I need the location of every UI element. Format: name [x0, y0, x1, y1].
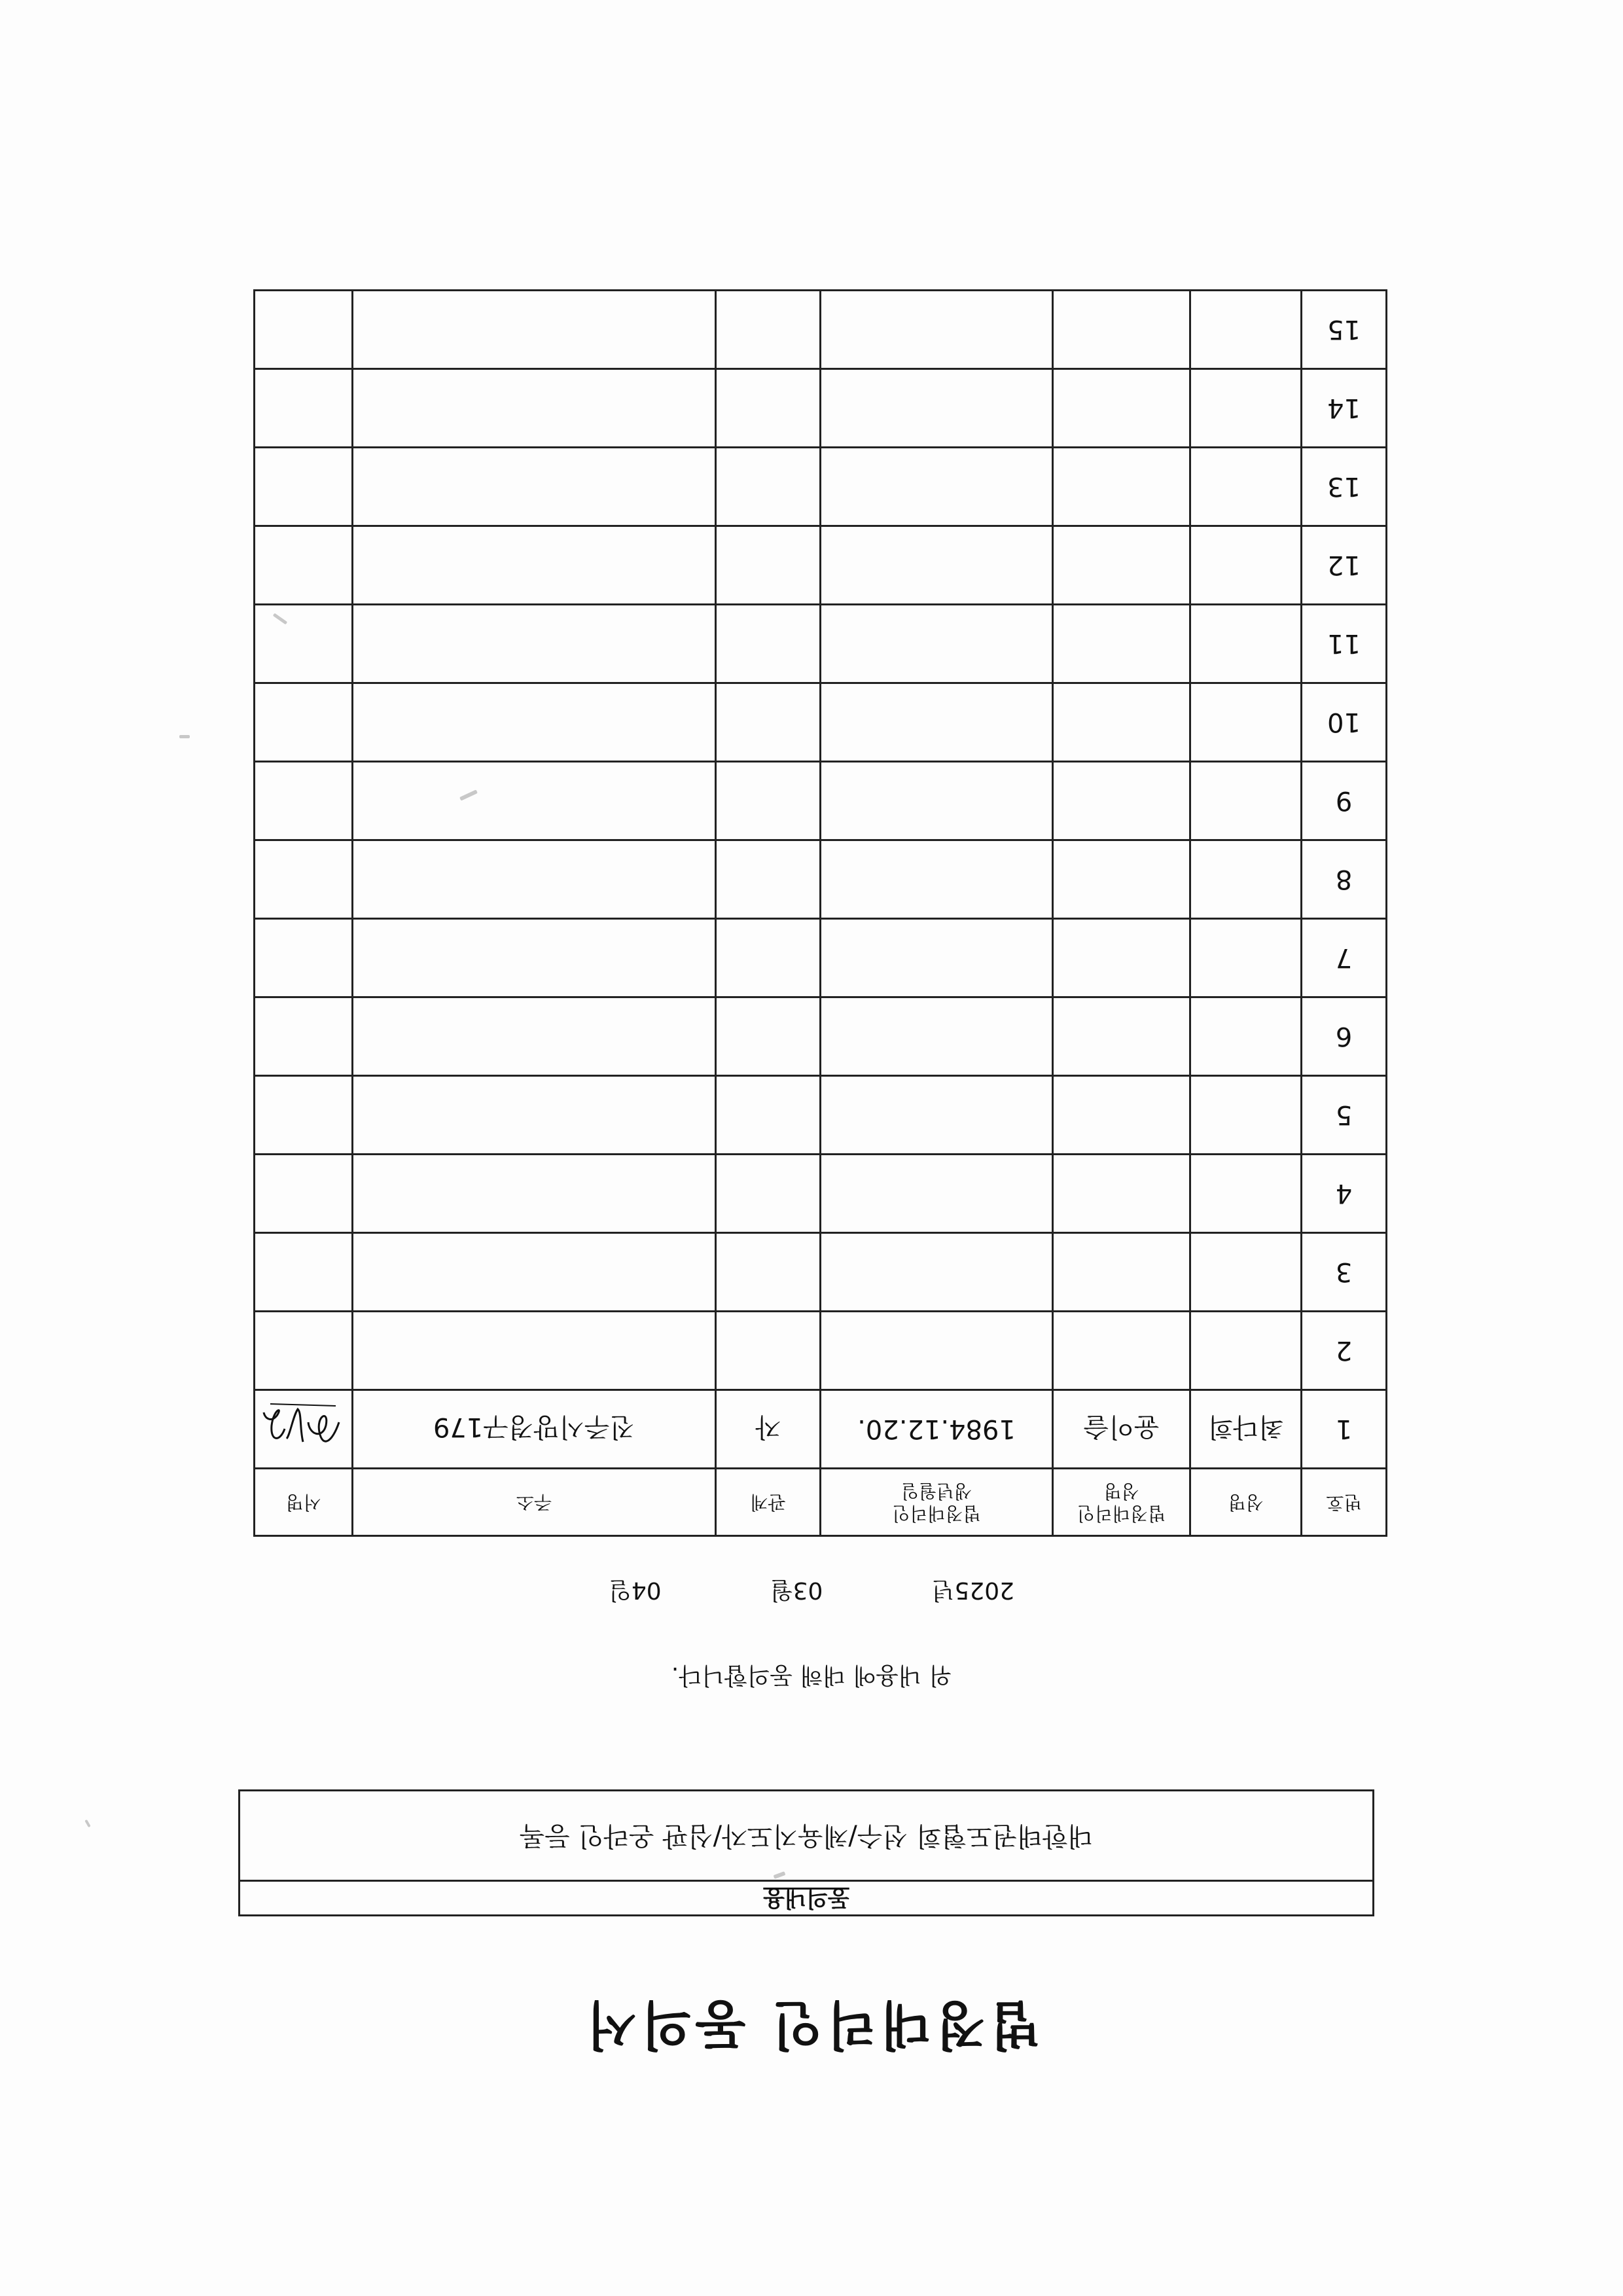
cell-relation — [716, 1312, 821, 1390]
cell-address — [353, 291, 716, 369]
table-row — [255, 762, 1387, 840]
cell-guardian-name — [1053, 683, 1190, 762]
cell-name — [1190, 840, 1302, 919]
table-row — [255, 369, 1387, 448]
cell-guardian-birth — [821, 997, 1053, 1076]
cell-name — [1190, 526, 1302, 605]
cell-no: 6 — [1302, 997, 1387, 1076]
cell-guardian-birth — [821, 1233, 1053, 1312]
cell-name — [1190, 1155, 1302, 1233]
cell-guardian-name — [1053, 1233, 1190, 1312]
table-row — [255, 1076, 1387, 1155]
consent-header-cell — [240, 1880, 1372, 1914]
cell-address — [353, 762, 716, 840]
cell-no: 14 — [1302, 369, 1387, 448]
cell-address: 진주시망경구179 — [353, 1390, 716, 1469]
scan-speck — [84, 1820, 90, 1827]
cell-guardian-name — [1053, 840, 1190, 919]
header-relation: 관계 — [716, 1469, 821, 1536]
cell-relation: 자 — [716, 1390, 821, 1469]
cell-guardian-birth — [821, 762, 1053, 840]
cell-signature — [255, 683, 353, 762]
cell-signature — [255, 605, 353, 683]
table-row — [255, 291, 1387, 369]
table-row — [255, 919, 1387, 997]
table-body — [255, 291, 1387, 1469]
cell-no: 13 — [1302, 448, 1387, 526]
header-signature: 서명 — [255, 1469, 353, 1536]
table-row — [255, 840, 1387, 919]
cell-signature — [255, 1312, 353, 1390]
cell-relation — [716, 448, 821, 526]
cell-guardian-name — [1053, 605, 1190, 683]
cell-address — [353, 1155, 716, 1233]
cell-signature — [255, 1155, 353, 1233]
cell-relation — [716, 1233, 821, 1312]
cell-no: 1 — [1302, 1390, 1387, 1469]
consent-header: 동의내용 — [763, 1885, 849, 1911]
table-header-row — [255, 1469, 1387, 1536]
cell-guardian-birth — [821, 840, 1053, 919]
header-guardian-birth: 법정대리인 생년월일 — [821, 1469, 1053, 1536]
cell-guardian-birth — [821, 1312, 1053, 1390]
cell-guardian-birth — [821, 369, 1053, 448]
handwritten-signature — [258, 1397, 349, 1462]
cell-signature — [255, 1390, 353, 1469]
cell-relation — [716, 1155, 821, 1233]
cell-signature — [255, 762, 353, 840]
cell-guardian-name — [1053, 997, 1190, 1076]
cell-name — [1190, 762, 1302, 840]
cell-signature — [255, 997, 353, 1076]
cell-address — [353, 1312, 716, 1390]
cell-guardian-birth — [821, 526, 1053, 605]
cell-relation — [716, 526, 821, 605]
cell-relation — [716, 291, 821, 369]
cell-relation — [716, 762, 821, 840]
header-guardian-name: 법정대리인 성명 — [1053, 1469, 1190, 1536]
cell-no: 12 — [1302, 526, 1387, 605]
cell-relation — [716, 997, 821, 1076]
header-name: 성명 — [1190, 1469, 1302, 1536]
cell-name — [1190, 1076, 1302, 1155]
header-address: 주소 — [353, 1469, 716, 1536]
header-no: 번호 — [1302, 1469, 1387, 1536]
cell-address — [353, 448, 716, 526]
cell-guardian-birth — [821, 683, 1053, 762]
date-row — [609, 1575, 1014, 1609]
cell-address — [353, 840, 716, 919]
cell-no: 8 — [1302, 840, 1387, 919]
table-row — [255, 605, 1387, 683]
cell-no: 5 — [1302, 1076, 1387, 1155]
cell-guardian-birth — [821, 1155, 1053, 1233]
cell-no: 11 — [1302, 605, 1387, 683]
guardian-table — [253, 289, 1387, 1537]
cell-signature — [255, 840, 353, 919]
table-row — [255, 997, 1387, 1076]
cell-signature — [255, 448, 353, 526]
cell-guardian-name — [1053, 762, 1190, 840]
cell-address — [353, 605, 716, 683]
cell-guardian-birth: 1984.12.20. — [821, 1390, 1053, 1469]
cell-no: 7 — [1302, 919, 1387, 997]
cell-no: 9 — [1302, 762, 1387, 840]
cell-no: 4 — [1302, 1155, 1387, 1233]
cell-name — [1190, 683, 1302, 762]
cell-no: 10 — [1302, 683, 1387, 762]
cell-guardian-birth — [821, 291, 1053, 369]
table-row — [255, 448, 1387, 526]
cell-address — [353, 683, 716, 762]
cell-name — [1190, 997, 1302, 1076]
cell-guardian-birth — [821, 1076, 1053, 1155]
cell-name — [1190, 291, 1302, 369]
cell-guardian-birth — [821, 919, 1053, 997]
cell-relation — [716, 919, 821, 997]
cell-signature — [255, 1076, 353, 1155]
cell-relation — [716, 840, 821, 919]
cell-signature — [255, 919, 353, 997]
cell-guardian-birth — [821, 605, 1053, 683]
document-title: 법정대리인 동의서 — [582, 1994, 1041, 2055]
cell-no: 15 — [1302, 291, 1387, 369]
cell-no: 2 — [1302, 1312, 1387, 1390]
cell-signature — [255, 526, 353, 605]
cell-guardian-birth — [821, 448, 1053, 526]
cell-guardian-name — [1053, 291, 1190, 369]
cell-address — [353, 369, 716, 448]
table-row — [255, 1233, 1387, 1312]
table-row — [255, 526, 1387, 605]
consent-content-box — [238, 1789, 1374, 1916]
cell-address — [353, 1076, 716, 1155]
cell-relation — [716, 683, 821, 762]
cell-address — [353, 919, 716, 997]
cell-guardian-name: 윤이슬 — [1053, 1390, 1190, 1469]
cell-name — [1190, 1312, 1302, 1390]
cell-address — [353, 1233, 716, 1312]
cell-name — [1190, 1233, 1302, 1312]
cell-relation — [716, 1076, 821, 1155]
cell-guardian-name — [1053, 448, 1190, 526]
date-day: 04일 — [609, 1577, 662, 1604]
consent-body: 대한태권도협회 선수/체육지도자/심판 온라인 등록 — [519, 1821, 1094, 1851]
cell-name — [1190, 919, 1302, 997]
cell-guardian-name — [1053, 919, 1190, 997]
cell-relation — [716, 369, 821, 448]
table-row — [255, 1390, 1387, 1469]
cell-name — [1190, 448, 1302, 526]
cell-guardian-name — [1053, 369, 1190, 448]
cell-guardian-name — [1053, 526, 1190, 605]
cell-signature — [255, 369, 353, 448]
date-year: 2025년 — [931, 1577, 1014, 1604]
cell-name: 최다희 — [1190, 1390, 1302, 1469]
table-row — [255, 683, 1387, 762]
table-row — [255, 1155, 1387, 1233]
cell-guardian-name — [1053, 1312, 1190, 1390]
cell-guardian-name — [1053, 1155, 1190, 1233]
cell-relation — [716, 605, 821, 683]
cell-name — [1190, 605, 1302, 683]
cell-address — [353, 997, 716, 1076]
cell-guardian-name — [1053, 1076, 1190, 1155]
cell-signature — [255, 291, 353, 369]
scan-speck — [179, 735, 190, 738]
cell-name — [1190, 369, 1302, 448]
agree-statement: 위 내용에 대해 동의합니다. — [671, 1662, 952, 1689]
cell-address — [353, 526, 716, 605]
cell-no: 3 — [1302, 1233, 1387, 1312]
table-row — [255, 1312, 1387, 1390]
date-month: 03월 — [770, 1577, 823, 1604]
cell-signature — [255, 1233, 353, 1312]
